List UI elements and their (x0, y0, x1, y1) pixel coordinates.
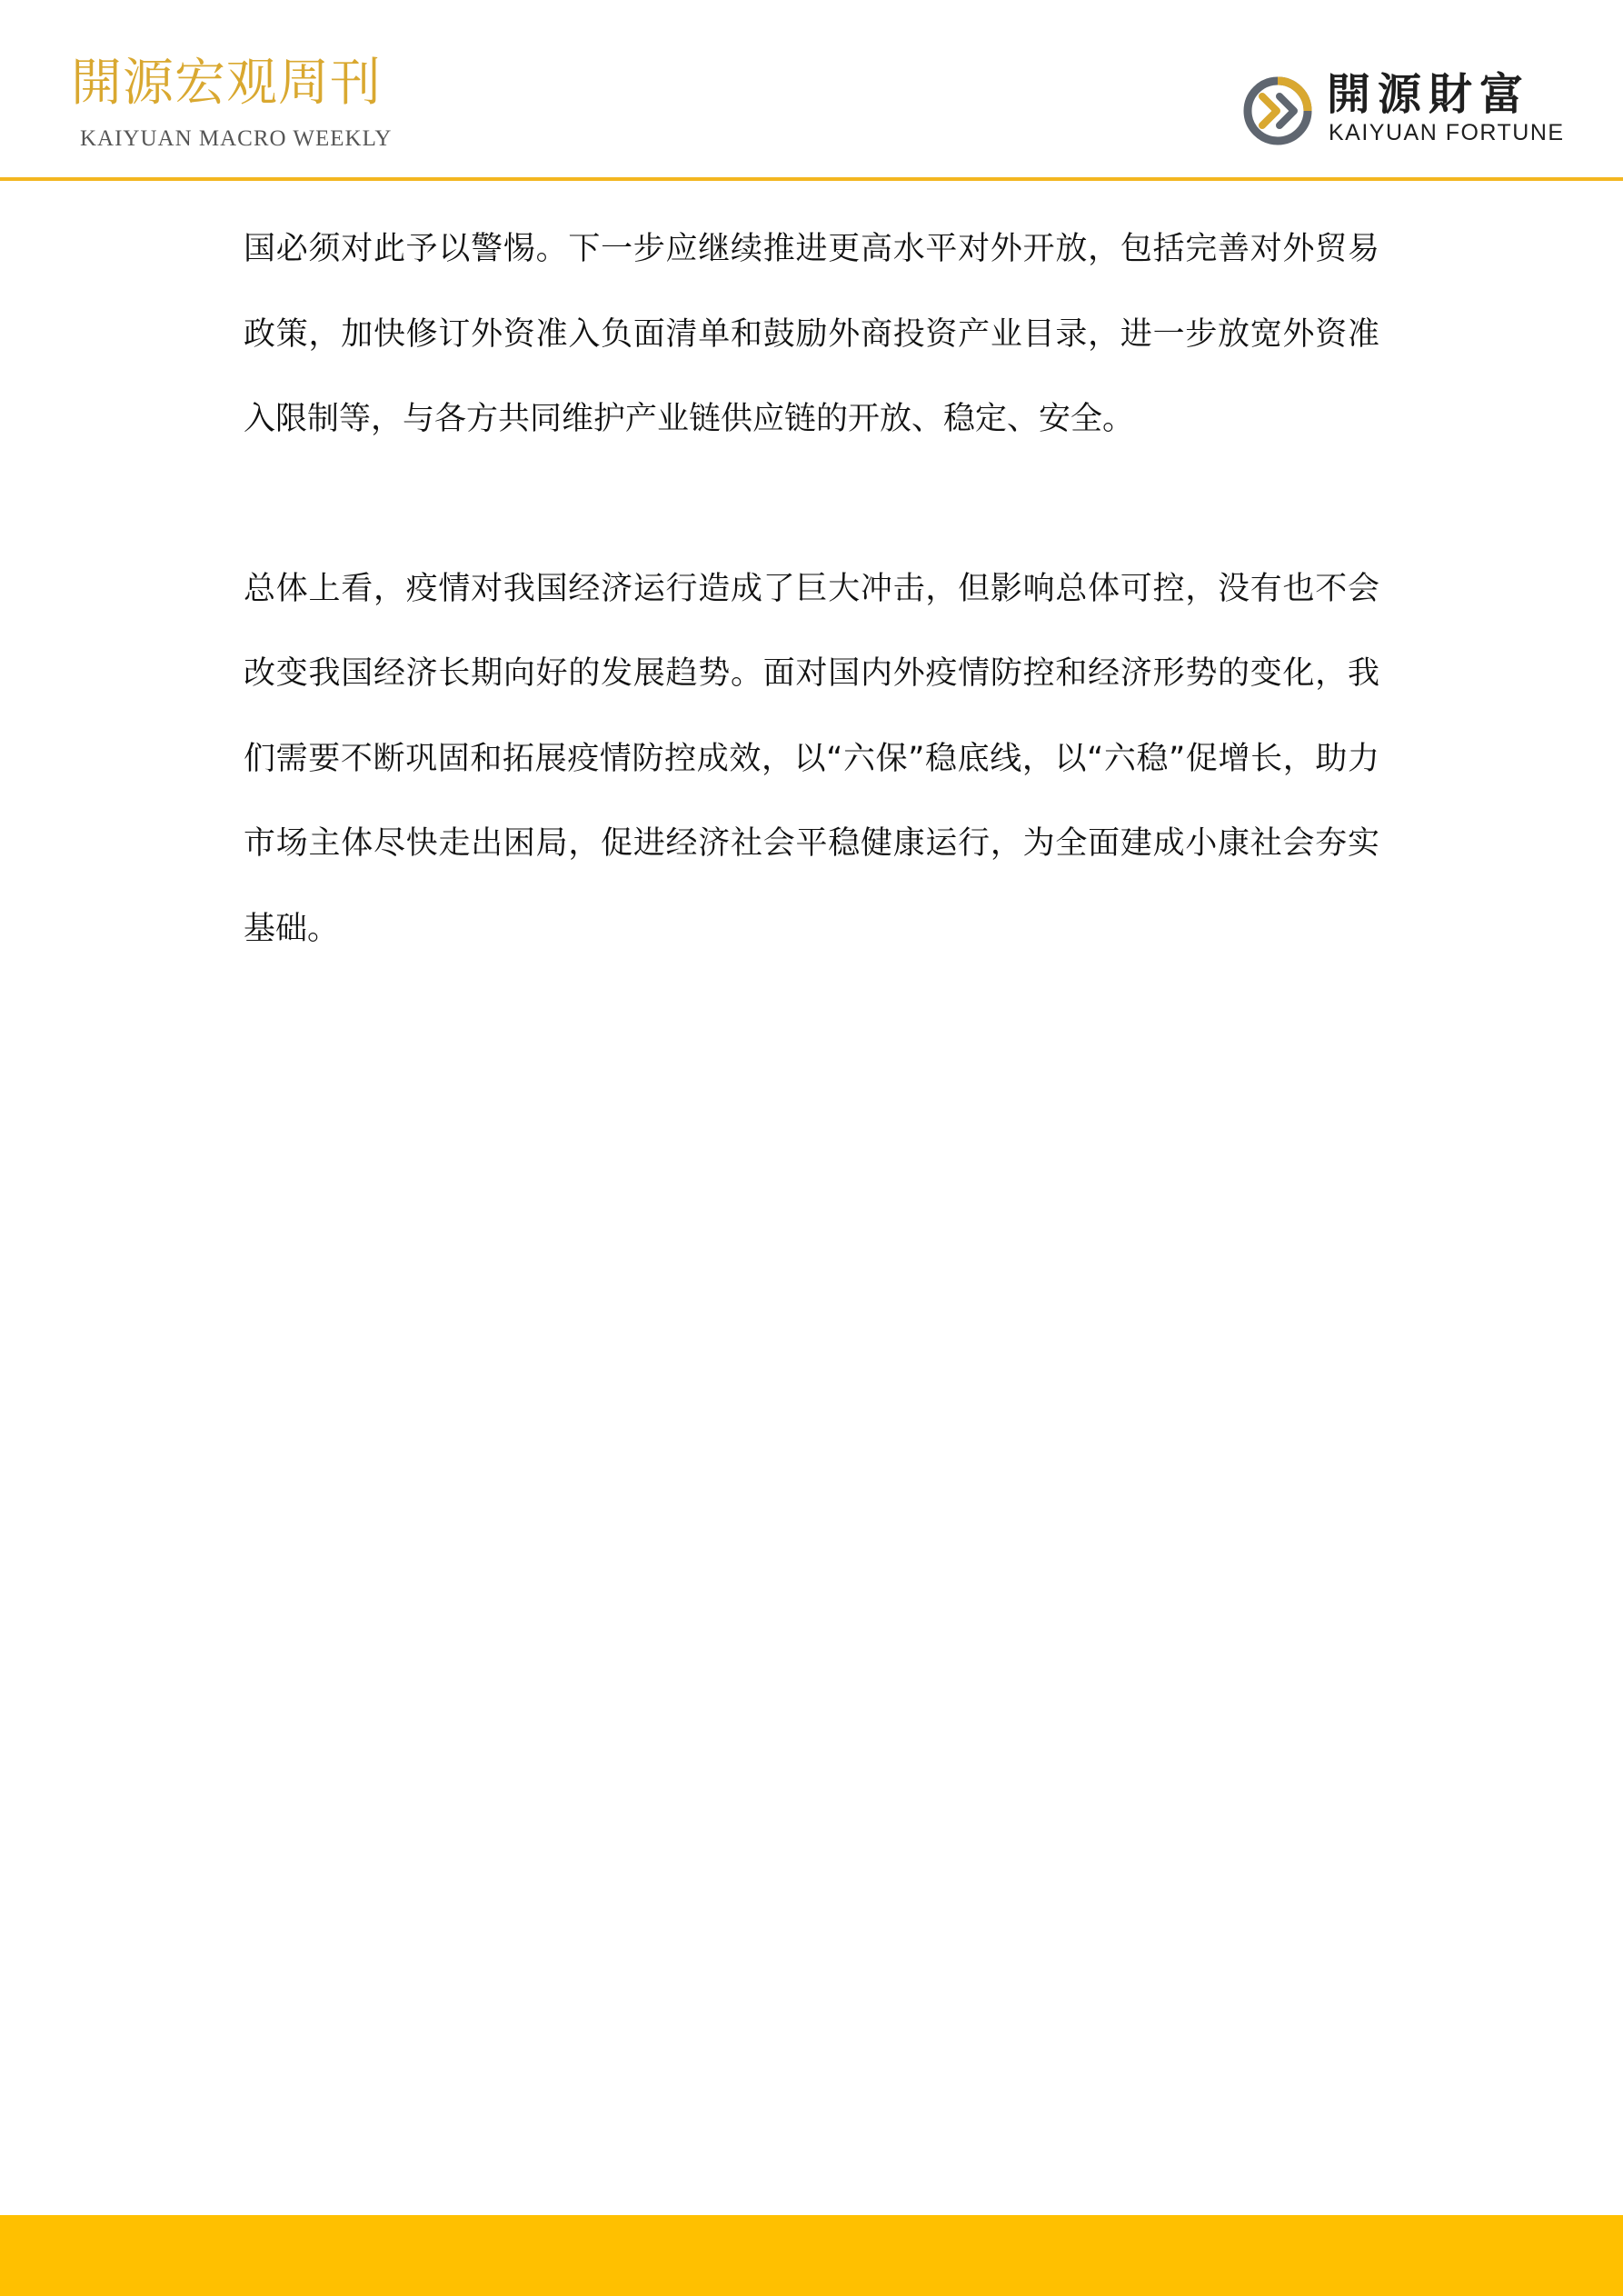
publication-title: 開源宏观周刊 (71, 54, 382, 113)
kaiyuan-fortune-logo (1240, 65, 1567, 156)
page-header (0, 0, 1623, 180)
paragraph: 国必须对此予以警惕。下一步应继续推进更高水平对外开放，包括完善对外贸易政策，加快修订外资准入负面清单和鼓励外商投资产业目录，进一步放宽外资准入限制等，与各方共同维护产业链供应链的开放、稳定、安全。 (244, 231, 1379, 437)
logo-name-en: KAIYUAN FORTUNE (1329, 120, 1565, 145)
footer-bar (0, 2215, 1623, 2296)
paragraph: 总体上看，疫情对我国经济运行造成了巨大冲击，但影响总体可控，没有也不会改变我国经济长期向好的发展趋势。面对国内外疫情防控和经济形势的变化，我们需要不断巩固和拓展疫情防控成效，以“六保”稳底线，以“六稳”促增长，助力市场主体尽快走出困局，促进经济社会平稳健康运行，为全面建成小康社会夯实基础。 (244, 570, 1379, 947)
header-divider (0, 177, 1623, 181)
logo-name-cn: 開源財富 (1327, 69, 1531, 120)
kaiyuan-logo-mark-icon (1241, 75, 1314, 147)
article-body (244, 207, 1379, 972)
publication-subtitle: KAIYUAN MACRO WEEKLY (80, 126, 393, 151)
